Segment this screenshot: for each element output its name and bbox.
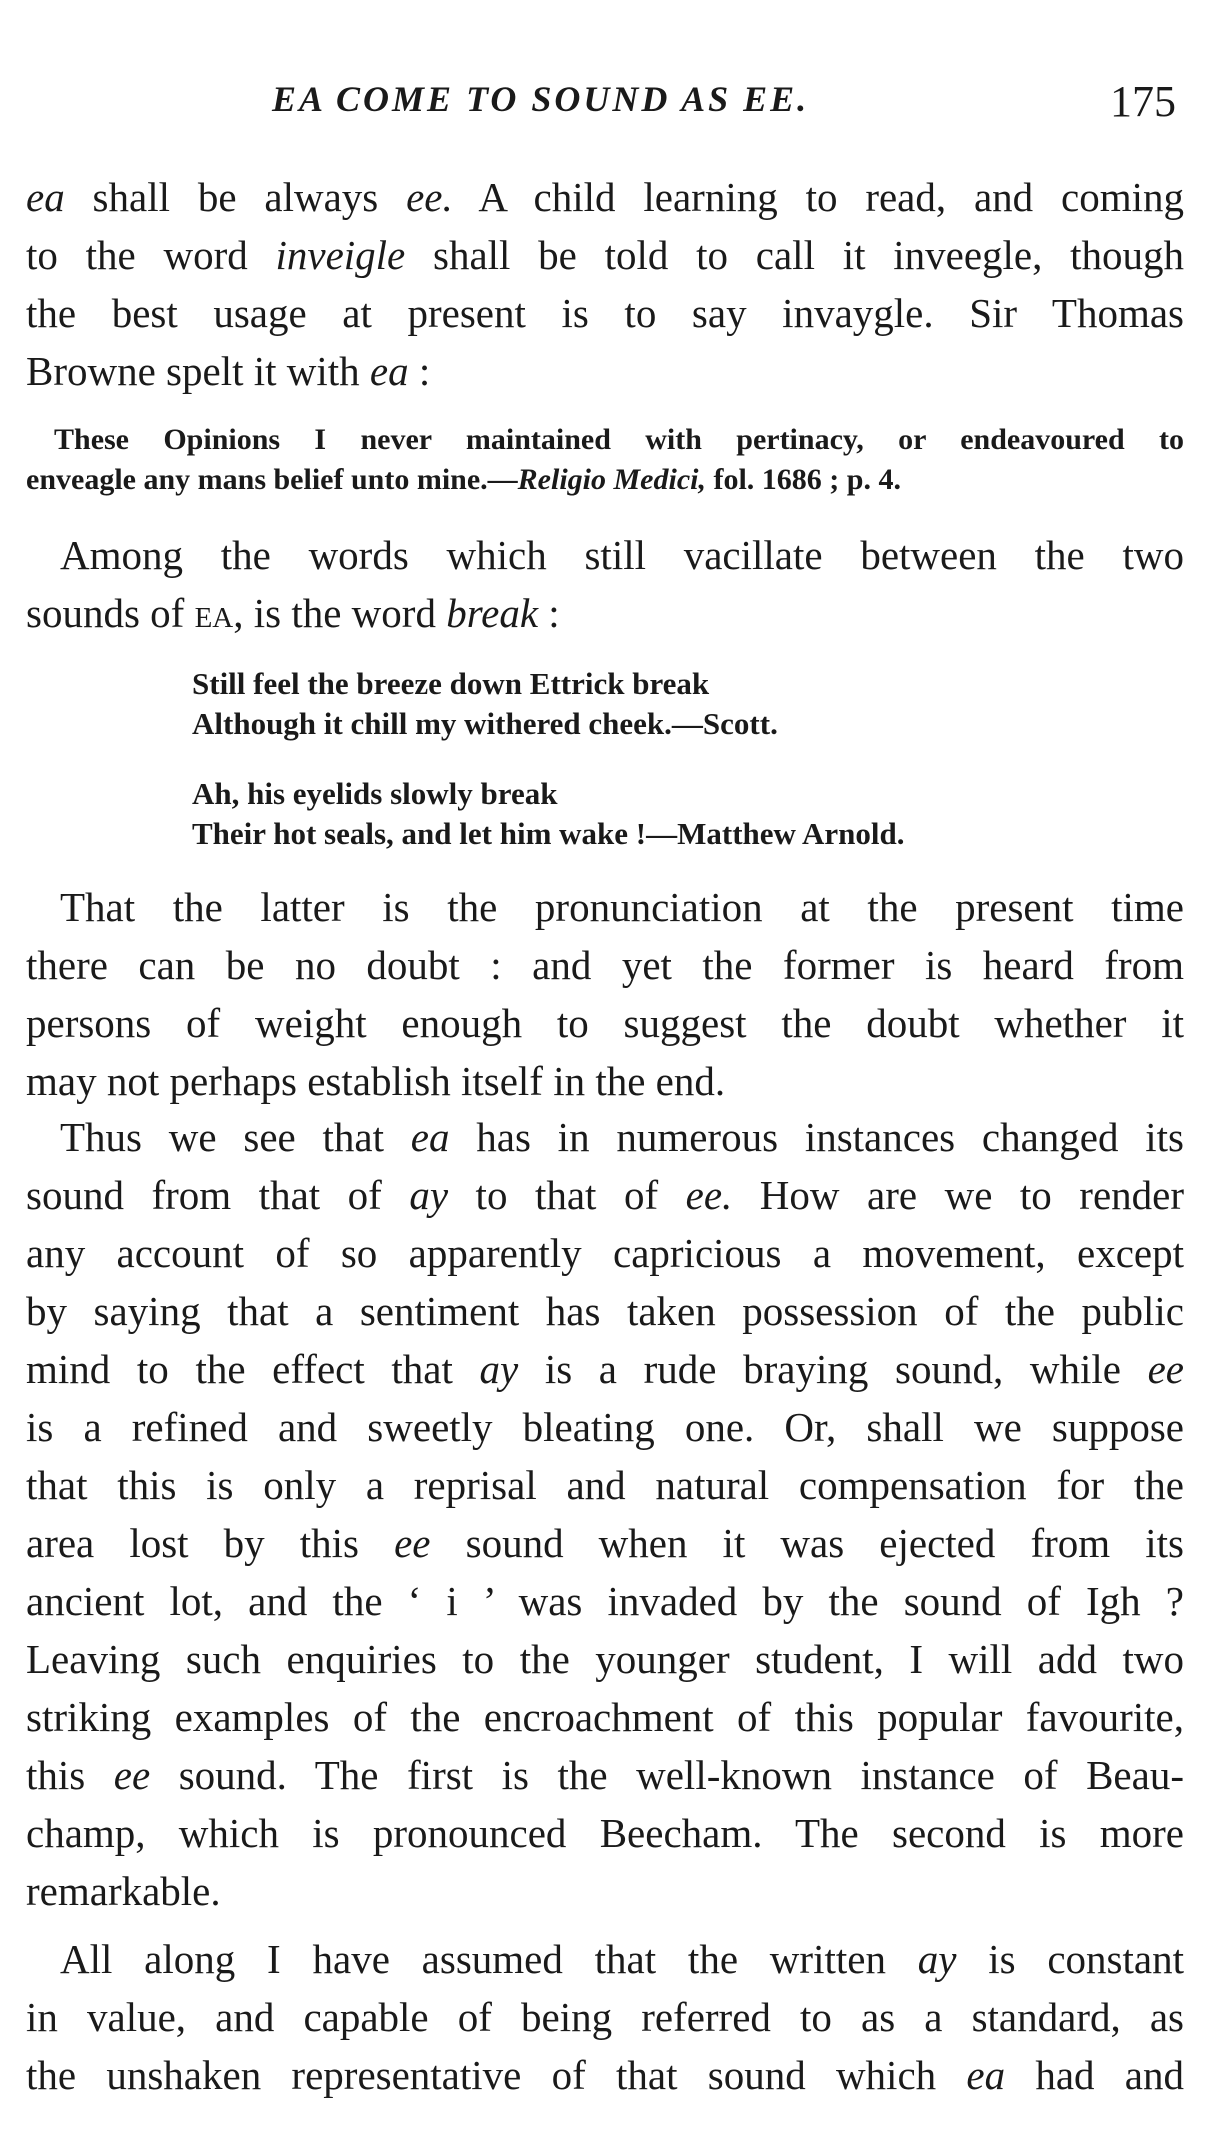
text-line: in value, and capable of being referred to as a standard, as: [26, 1994, 1184, 2040]
running-head: [0, 70, 1212, 130]
text-line: sounds of ea, is the word break :: [26, 590, 560, 636]
text-line: ea shall be always ee. A child learning to read, and coming: [26, 174, 1185, 220]
text-line: Browne spelt it with ea :: [26, 348, 431, 394]
quote-line: enveagle any mans belief unto mine.—Religio Medici, fol. 1686 ; p. 4.: [26, 463, 901, 496]
text-line: by saying that a sentiment has taken possession of the public: [26, 1288, 1184, 1334]
text-line: persons of weight enough to suggest the doubt whether it: [26, 1000, 1184, 1046]
text-line: Thus we see that ea has in numerous instances changed its: [60, 1114, 1184, 1160]
quote-line: These Opinions I never maintained with pertinacy, or endeavoured to: [54, 423, 1184, 456]
text-line: ancient lot, and the ‘ i ’ was invaded by the sound of Igh ?: [26, 1578, 1184, 1624]
text-line: this ee sound. The first is the well-known instance of Beau-: [26, 1752, 1184, 1798]
verse-line: Still feel the breeze down Ettrick break: [192, 666, 710, 701]
text-line: may not perhaps establish itself in the end.: [26, 1058, 726, 1104]
text-line: mind to the effect that ay is a rude braying sound, while ee: [26, 1346, 1184, 1392]
text-line: that this is only a reprisal and natural compensation for the: [26, 1462, 1184, 1508]
verse-line: Although it chill my withered cheek.—Scott.: [192, 706, 778, 741]
verse-line: Their hot seals, and let him wake !—Matthew Arnold.: [192, 816, 905, 851]
text-line: to the word inveigle shall be told to call it inveegle, though: [26, 232, 1184, 278]
text-line: All along I have assumed that the written ay is constant: [60, 1936, 1184, 1982]
text-line: any account of so apparently capricious a movement, except: [26, 1230, 1184, 1276]
text-line: That the latter is the pronunciation at the present time: [60, 884, 1184, 930]
text-line: there can be no doubt : and yet the former is heard from: [26, 942, 1184, 988]
verse-line: Ah, his eyelids slowly break: [192, 776, 558, 811]
text-line: Leaving such enquiries to the younger student, I will add two: [26, 1636, 1184, 1682]
text-line: Among the words which still vacillate between the two: [60, 532, 1184, 578]
text-line: striking examples of the encroachment of this popular favourite,: [26, 1694, 1184, 1740]
text-line: the best usage at present is to say invaygle. Sir Thomas: [26, 290, 1184, 336]
page-number: 175: [1110, 77, 1176, 126]
text-line: area lost by this ee sound when it was ejected from its: [26, 1520, 1184, 1566]
text-line: remarkable.: [26, 1868, 221, 1914]
text-line: is a refined and sweetly bleating one. Or, shall we suppose: [26, 1404, 1184, 1450]
running-title: EA COME TO SOUND AS EE.: [272, 79, 810, 119]
text-line: sound from that of ay to that of ee. How are we to render: [26, 1172, 1185, 1218]
text-line: champ, which is pronounced Beecham. The second is more: [26, 1810, 1184, 1856]
text-line: the unshaken representative of that sound which ea had and: [26, 2052, 1184, 2098]
